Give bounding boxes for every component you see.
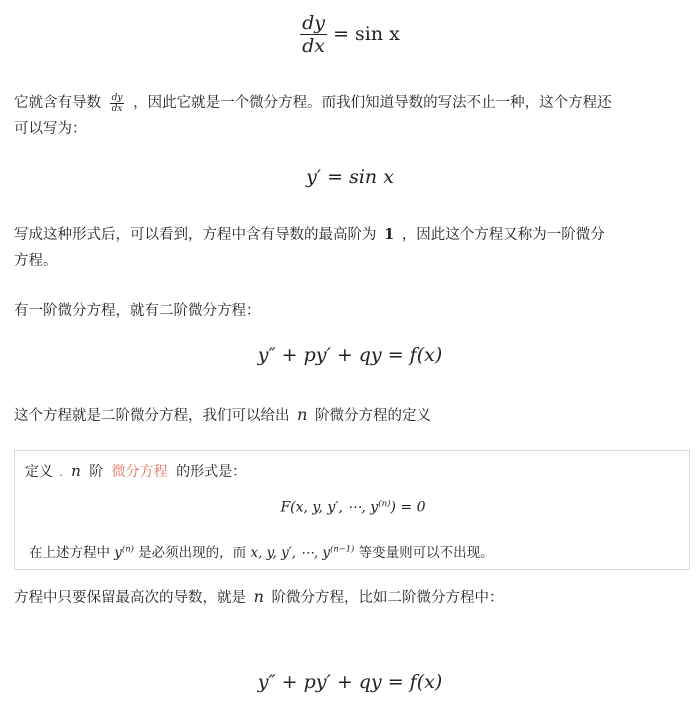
paragraph-highest-derivative xyxy=(14,584,690,611)
formula-sup: (n) xyxy=(378,499,391,509)
text: 方程中只要保留最高次的导数，就是 xyxy=(14,590,246,606)
text: 方程。 xyxy=(14,253,58,269)
fraction-numerator: dy xyxy=(302,12,326,34)
equation-dy-dx-sin xyxy=(0,12,700,57)
text: 在上述方程中 xyxy=(29,545,110,561)
math-n: n xyxy=(71,462,81,480)
definition-note xyxy=(29,541,494,561)
paragraph-first-order xyxy=(14,222,690,274)
definition-formula xyxy=(15,499,691,516)
math-sup: (n) xyxy=(121,543,134,554)
link-differential-equation[interactable]: 微分方程 xyxy=(111,464,168,480)
fraction-denominator: dx xyxy=(302,35,326,57)
definition-title: 定义 . n 阶 微分方程 的形式是： xyxy=(25,462,247,480)
text: 阶 xyxy=(89,464,104,480)
fraction-dy-dx xyxy=(300,12,327,57)
paragraph-second-order-intro: 有一阶微分方程，就有二阶微分方程： xyxy=(14,303,261,319)
text: 等变量则可以不出现。 xyxy=(358,545,494,561)
text: 是必须出现的，而 xyxy=(138,545,247,561)
text: 的形式是： xyxy=(176,464,247,480)
text: 它就含有导数 xyxy=(14,95,101,111)
math-y: y xyxy=(114,545,122,561)
paragraph-derivative xyxy=(14,90,690,142)
text: ，因此这个方程又称为一阶微分 xyxy=(401,227,605,243)
math-n: n xyxy=(297,405,308,424)
math-n: n xyxy=(253,587,264,606)
bold-one: 1 xyxy=(384,226,395,243)
text: 这个方程就是二阶微分方程，我们可以给出 xyxy=(14,408,290,424)
formula-end: ) = 0 xyxy=(390,499,426,516)
equation-y-prime: y′ = sin x xyxy=(306,166,394,188)
text: 阶微分方程，比如二阶微分方程中： xyxy=(271,590,504,606)
equation-second-order: y″ + py′ + qy = f(x) xyxy=(257,344,443,366)
definition-box xyxy=(14,450,690,570)
definition-label: 定义 xyxy=(25,464,53,480)
equation-rhs: = sin x xyxy=(333,23,400,45)
text: 写成这种形式后，可以看到，方程中含有导数的最高阶为 xyxy=(14,227,377,243)
inline-fraction xyxy=(110,93,125,114)
text: ，因此它就是一个微分方程。而我们知道导数的写法不止一种，这个方程还 xyxy=(133,95,612,111)
paragraph-definition-intro xyxy=(14,402,690,429)
math-sup: (n−1) xyxy=(330,543,355,554)
formula-body: F(x, y, y′, ⋯, y xyxy=(280,499,379,516)
inline-fraction-numerator: dy xyxy=(111,92,123,103)
text: 阶微分方程的定义 xyxy=(315,408,432,424)
inline-fraction-denominator: dx xyxy=(111,103,123,114)
math-vars: x, y, y′, ⋯, y xyxy=(250,545,331,561)
text: 可以写为： xyxy=(14,121,87,137)
equation-second-order-repeat: y″ + py′ + qy = f(x) xyxy=(257,671,443,693)
